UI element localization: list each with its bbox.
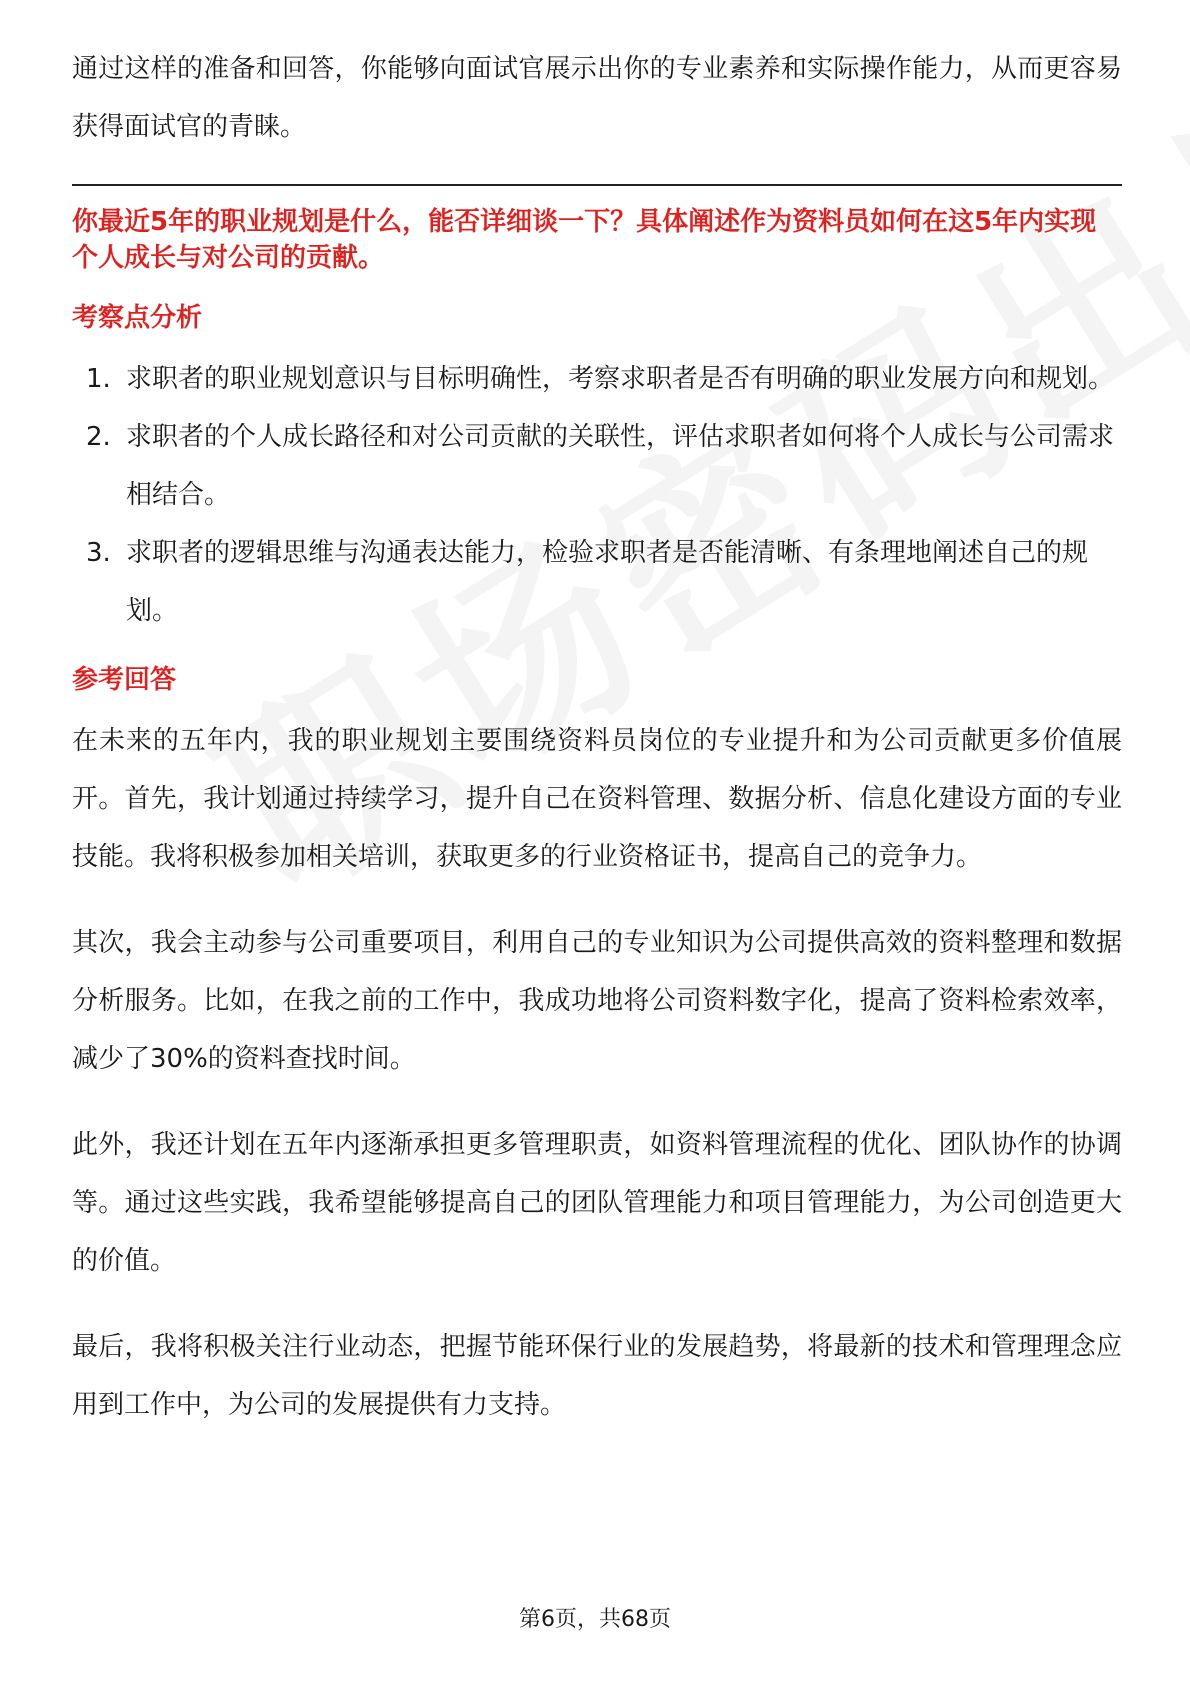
answer-paragraph: 在未来的五年内，我的职业规划主要围绕资料员岗位的专业提升和为公司贡献更多价值展开。首先，我计划通过持续学习，提升自己在资料管理、数据分析、信息化建设方面的专业技能。我将积极参加相关培训，获取更多的行业资格证书，提高自己的竞争力。 [72,726,1122,872]
list-item-text: 求职者的逻辑思维与沟通表达能力，检验求职者是否能清晰、有条理地阐述自己的规划。 [126,538,1089,626]
page-number: 第6页，共68页 [519,1607,671,1632]
analysis-heading: 考察点分析 [72,303,203,333]
answer-paragraph: 最后，我将积极关注行业动态，把握节能环保行业的发展趋势，将最新的技术和管理理念应用到工作中，为公司的发展提供有力支持。 [72,1332,1122,1420]
answer-heading: 参考回答 [72,665,177,695]
list-item-number: 3. [86,538,111,568]
section-divider [72,184,1122,186]
document-page [72,40,1122,1434]
answer-paragraph: 此外，我还计划在五年内逐渐承担更多管理职责，如资料管理流程的优化、团队协作的协调等。通过这些实践，我希望能够提高自己的团队管理能力和项目管理能力，为公司创造更大的价值。 [72,1130,1122,1276]
list-item [72,350,1122,408]
list-item [72,524,1122,640]
analysis-list [72,350,1122,640]
list-item [72,408,1122,524]
intro-paragraph: 通过这样的准备和回答，你能够向面试官展示出你的专业素养和实际操作能力，从而更容易获得面试官的青睐。 [72,54,1122,142]
list-item-number: 2. [86,422,111,452]
list-item-text: 求职者的个人成长路径和对公司贡献的关联性，评估求职者如何将个人成长与公司需求相结合。 [126,422,1115,510]
list-item-text: 求职者的职业规划意识与目标明确性，考察求职者是否有明确的职业发展方向和规划。 [126,364,1115,394]
list-item-number: 1. [86,364,111,394]
interview-question: 你最近5年的职业规划是什么，能否详细谈一下？具体阐述作为资料员如何在这5年内实现个人成长与对公司的贡献。 [72,207,1097,273]
answer-paragraph: 其次，我会主动参与公司重要项目，利用自己的专业知识为公司提供高效的资料整理和数据分析服务。比如，在我之前的工作中，我成功地将公司资料数字化，提高了资料检索效率，减少了30%的资料查找时间。 [72,928,1122,1074]
